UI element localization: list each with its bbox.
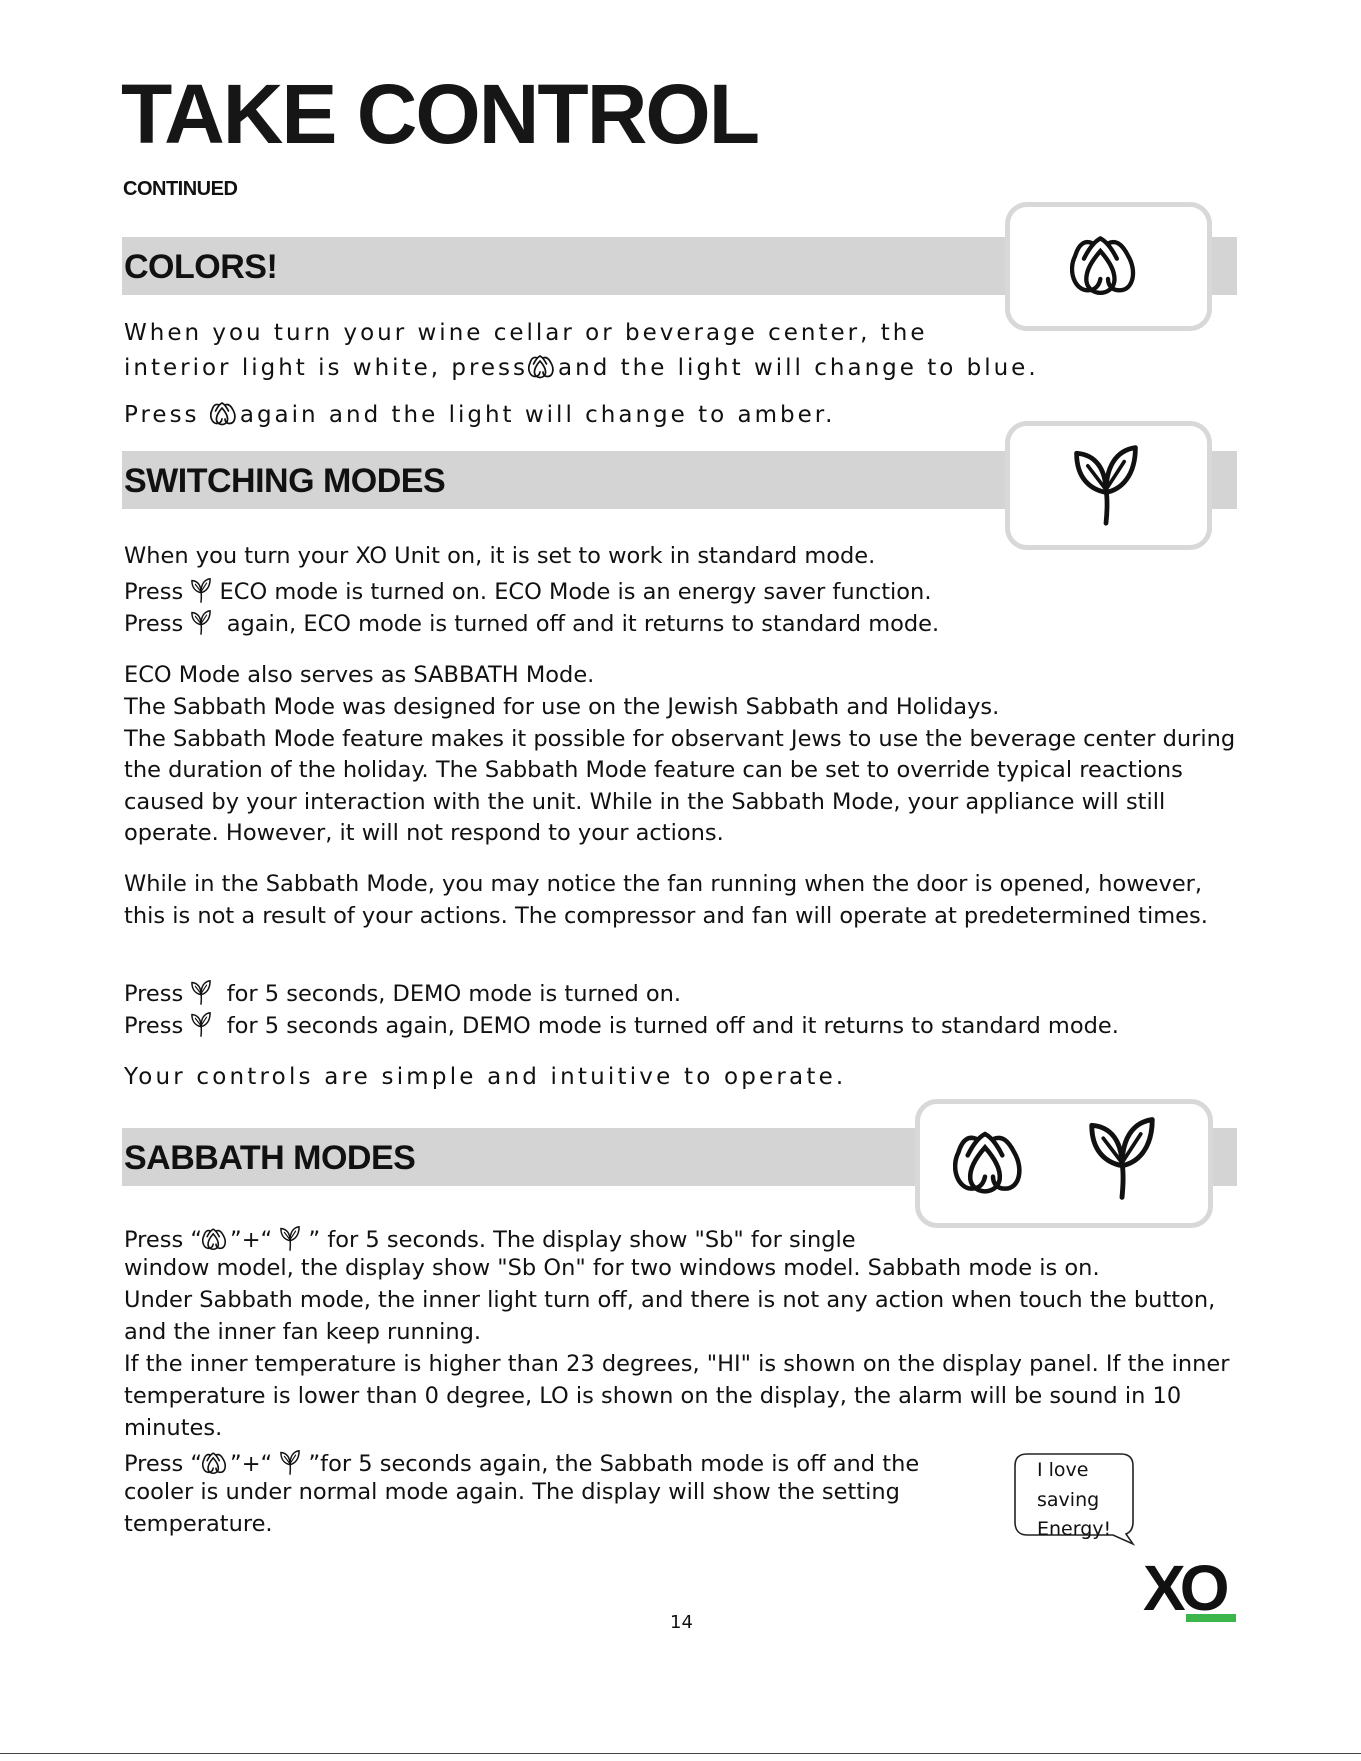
sabbath-line-8: Press “ ”+“ ”for 5 seconds again, the Sabbath mode is off and the xyxy=(124,1451,920,1477)
demo-line-1: Press for 5 seconds, DEMO mode is turned on. xyxy=(124,981,682,1007)
colors-icon-box xyxy=(1005,202,1212,331)
leaf-icon xyxy=(190,577,212,603)
colors-line-3: Press again and the light will change to amber. xyxy=(124,402,836,428)
sabbath-line-5: If the inner temperature is higher than 23 degrees, "HI" is shown on the display panel. If the inner xyxy=(124,1351,1230,1377)
light-drops-icon xyxy=(210,401,240,426)
switching-icon-box xyxy=(1005,421,1212,550)
colors-line-2: interior light is white, press and the light will change to blue. xyxy=(124,355,1039,381)
xo-logo: XO xyxy=(1143,1556,1236,1622)
switching-line-1: When you turn your XO Unit on, it is set to work in standard mode. xyxy=(124,543,876,569)
light-drops-icon xyxy=(202,1227,230,1251)
bubble-line-2: saving xyxy=(1037,1489,1100,1511)
sabbath-line-3: Under Sabbath mode, the inner light turn off, and there is not any action when touch the button, xyxy=(124,1287,1216,1313)
bottom-rule xyxy=(0,1753,1361,1754)
leaf-icon xyxy=(1086,1113,1158,1201)
sabbath-line-7: minutes. xyxy=(124,1415,223,1441)
sabbath-line-1: Press “ ”+“ ” for 5 seconds. The display show "Sb" for single xyxy=(124,1227,856,1253)
leaf-icon xyxy=(279,1449,301,1475)
light-drops-icon xyxy=(528,354,558,379)
sabbath-line-10: temperature. xyxy=(124,1511,273,1537)
eco-para-8: this is not a result of your actions. The compressor and fan will operate at predetermined times. xyxy=(124,903,1208,929)
sabbath-line-2: window model, the display show "Sb On" for two windows model. Sabbath mode is on. xyxy=(124,1255,1100,1281)
sabbath-icon-box xyxy=(915,1099,1213,1228)
eco-para-4: the duration of the holiday. The Sabbath Mode feature can be set to override typical reactions xyxy=(124,757,1183,783)
switching-heading: SWITCHING MODES xyxy=(124,462,446,500)
eco-para-6: operate. However, it will not respond to your actions. xyxy=(124,820,724,846)
colors-line-1: When you turn your wine cellar or beverage center, the xyxy=(124,320,928,346)
page-title: TAKE CONTROL xyxy=(121,67,759,161)
leaf-icon xyxy=(190,979,212,1005)
light-drops-icon xyxy=(202,1451,230,1475)
switching-line-2: Press ECO mode is turned on. ECO Mode is an energy saver function. xyxy=(124,579,932,605)
colors-heading: COLORS! xyxy=(124,248,278,286)
demo-line-2: Press for 5 seconds again, DEMO mode is turned off and it returns to standard mode. xyxy=(124,1013,1119,1039)
light-drops-icon xyxy=(953,1128,1033,1196)
leaf-icon xyxy=(1071,442,1141,526)
leaf-icon xyxy=(190,1011,212,1037)
eco-para-1: ECO Mode also serves as SABBATH Mode. xyxy=(124,662,595,688)
page-subtitle: CONTINUED xyxy=(123,178,238,200)
leaf-icon xyxy=(190,609,212,635)
bubble-line-3: Energy! xyxy=(1037,1518,1112,1540)
sabbath-heading: SABBATH MODES xyxy=(124,1139,416,1177)
light-drops-icon xyxy=(1070,233,1146,297)
page-number: 14 xyxy=(670,1612,693,1633)
bubble-line-1: I love xyxy=(1037,1459,1089,1481)
sabbath-line-9: cooler is under normal mode again. The display will show the setting xyxy=(124,1479,900,1505)
leaf-icon xyxy=(279,1225,301,1251)
eco-para-3: The Sabbath Mode feature makes it possible for observant Jews to use the beverage center during xyxy=(124,726,1236,752)
closing-line: Your controls are simple and intuitive to operate. xyxy=(124,1064,847,1090)
eco-para-2: The Sabbath Mode was designed for use on the Jewish Sabbath and Holidays. xyxy=(124,694,1000,720)
eco-para-5: caused by your interaction with the unit. While in the Sabbath Mode, your appliance will still xyxy=(124,789,1166,815)
sabbath-line-4: and the inner fan keep running. xyxy=(124,1319,482,1345)
switching-line-3: Press again, ECO mode is turned off and it returns to standard mode. xyxy=(124,611,940,637)
eco-para-7: While in the Sabbath Mode, you may notice the fan running when the door is opened, however, xyxy=(124,871,1203,897)
sabbath-line-6: temperature is lower than 0 degree, LO is shown on the display, the alarm will be sound in 10 xyxy=(124,1383,1182,1409)
